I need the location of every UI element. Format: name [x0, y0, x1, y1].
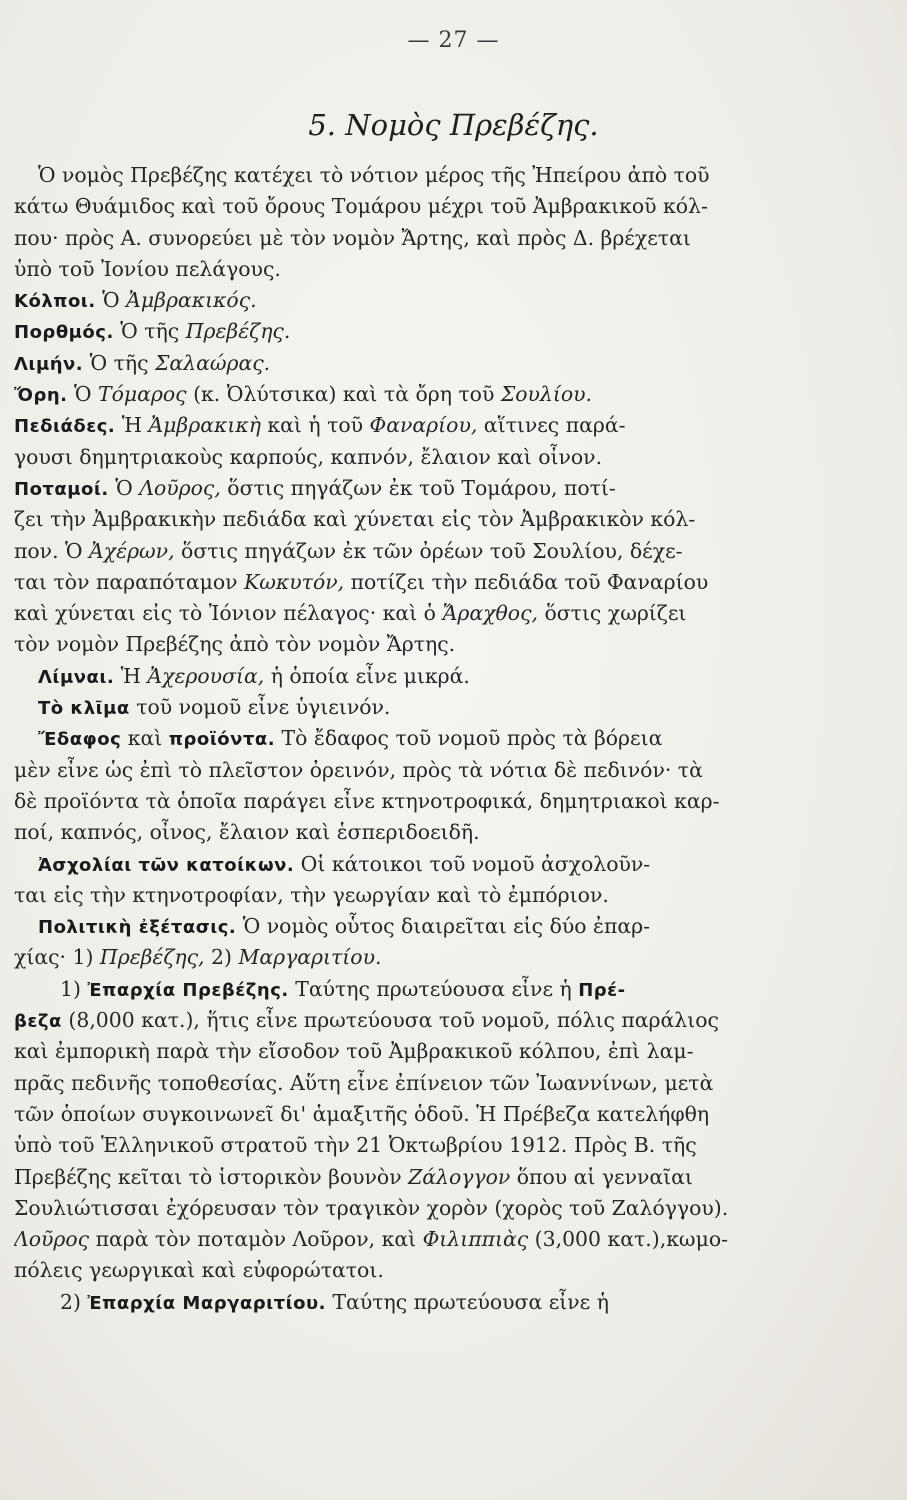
text-line: [14, 661, 894, 692]
italic-text: Φιλιππιὰς: [422, 1227, 529, 1252]
text-line: [14, 1255, 894, 1286]
text-line: [14, 223, 894, 254]
line-text: καὶ ἐμπορικὴ παρὰ τὴν εἴσοδον τοῦ Ἀμβρακικοῦ κόλπου, ἐπὶ λαμ-: [14, 1039, 694, 1064]
bold-heading-text: Ἔδαφος: [38, 729, 122, 751]
bold-heading-text: προϊόντα.: [168, 729, 276, 751]
line-text: γουσι δημητριακοὺς καρπούς, καπνόν, ἔλαιον καὶ οἶνον.: [14, 444, 603, 469]
body-text: [14, 160, 894, 1318]
page-title: 5. Νομὸς Πρεβέζης.: [308, 108, 599, 142]
line-text: ται τὸν παραπόταμον: [14, 569, 245, 594]
line-text: Ὁ: [67, 382, 98, 407]
bold-heading-text: Κόλποι.: [14, 291, 96, 313]
bold-heading-text: Πολιτικὴ ἐξέτασις.: [38, 917, 237, 939]
line-text: Ὁ: [108, 475, 140, 500]
bold-heading-text: Λιμήν.: [14, 353, 84, 375]
line-text: ὅστις χωρίζει: [537, 601, 687, 626]
line-text: Οἱ κάτοικοι τοῦ νομοῦ ἀσχολοῦν-: [294, 851, 651, 876]
line-text: 1): [60, 976, 88, 1001]
text-line: [14, 911, 894, 942]
text-line: [14, 849, 894, 880]
bold-heading-text: Ποταμοί.: [14, 478, 109, 500]
bold-heading-text: Ἐπαρχία Μαργαριτίου.: [87, 1292, 326, 1314]
text-line: [14, 442, 894, 473]
italic-text: Τόμαρος: [98, 382, 187, 407]
bold-heading-text: βεζα: [14, 1011, 62, 1033]
line-text: ποτίζει τὴν πεδιάδα τοῦ Φαναρίου: [344, 569, 709, 594]
line-text: ποί, καπνός, οἶνος, ἔλαιον καὶ ἑσπεριδοειδῆ.: [14, 820, 480, 845]
text-line: [14, 567, 894, 598]
line-text: 2): [60, 1289, 88, 1314]
text-line: [14, 1162, 894, 1193]
italic-text: Ἀμβρακικός.: [126, 288, 257, 313]
line-text: Ταύτης πρωτεύουσα εἶνε ἡ: [325, 1289, 609, 1314]
line-text: ὅστις πηγάζων ἐκ τοῦ Τομάρου, ποτί-: [220, 475, 616, 500]
text-line: [14, 504, 894, 535]
italic-text: Πρεβέζης.: [185, 319, 291, 344]
italic-text: Ἀμβρακικὴ: [148, 413, 261, 438]
text-line: [14, 379, 894, 410]
line-text: χίας· 1): [14, 945, 100, 970]
italic-text: Λοῦρος,: [139, 475, 221, 500]
text-line: [14, 348, 894, 379]
line-text: (3,000 κατ.),κωμο-: [528, 1227, 728, 1252]
italic-text: Σαλαώρας.: [155, 350, 271, 375]
text-line: [14, 473, 894, 504]
line-text: πον. Ὁ: [14, 538, 90, 563]
text-line: [14, 160, 894, 191]
text-line: [14, 629, 894, 660]
line-text: που· πρὸς Α. συνορεύει μὲ τὸν νομὸν Ἄρτης, καὶ πρὸς Δ. βρέχεται: [14, 225, 691, 250]
line-text: (κ. Ὀλύτσικα) καὶ τὰ ὄρη τοῦ: [186, 382, 501, 407]
line-text: τῶν ὁποίων συγκοινωνεῖ δι' ἁμαξιτῆς ὁδοῦ. Ἡ Πρέβεζα κατελήφθη: [14, 1101, 710, 1126]
line-text: Πρεβέζης κεῖται τὸ ἱστορικὸν βουνὸν: [14, 1164, 409, 1189]
line-text: κάτω Θυάμιδος καὶ τοῦ ὄρους Τομάρου μέχρι τοῦ Ἀμβρακικοῦ κόλ-: [14, 194, 708, 219]
text-line: [14, 786, 894, 817]
line-text: μὲν εἶνε ὡς ἐπὶ τὸ πλεῖστον ὀρεινόν, πρὸς τὰ νότια δὲ πεδινόν· τὰ: [14, 757, 703, 782]
line-text: ὅστις πηγάζων ἐκ τῶν ὀρέων τοῦ Σουλίου, δέχε-: [174, 538, 683, 563]
line-text: τὸν νομὸν Πρεβέζης ἀπὸ τὸν νομὸν Ἄρτης.: [14, 632, 456, 657]
text-line: [14, 1193, 894, 1224]
line-text: Ἡ: [115, 413, 149, 438]
italic-text: Ἀχερουσία,: [147, 663, 265, 688]
text-line: [14, 254, 894, 285]
text-line: [14, 1224, 894, 1255]
page-number: — 27 —: [407, 28, 500, 53]
line-text: Ὁ τῆς: [83, 350, 155, 375]
line-text: ὑπὸ τοῦ Ἑλληνικοῦ στρατοῦ τὴν 21 Ὀκτωβρίου 1912. Πρὸς Β. τῆς: [14, 1133, 697, 1158]
line-text: καὶ: [121, 726, 169, 751]
text-line: [14, 1099, 894, 1130]
text-line: [14, 974, 894, 1005]
italic-text: Ἄραχθος,: [442, 601, 538, 626]
line-text: Ὁ τῆς: [113, 319, 186, 344]
text-line: [14, 410, 894, 441]
line-text: καὶ χύνεται εἰς τὸ Ἰόνιον πέλαγος· καὶ ὁ: [14, 601, 443, 626]
bold-heading-text: Λίμναι.: [38, 666, 115, 688]
line-text: Σουλιώτισσαι ἐχόρευσαν τὸν τραγικὸν χορὸν (χορὸς τοῦ Ζαλόγγου).: [14, 1195, 729, 1220]
bold-heading-text: Ὄρη.: [14, 385, 68, 407]
line-text: ἡ ὁποία εἶνε μικρά.: [264, 663, 470, 688]
italic-text: Ἀχέρων,: [89, 538, 175, 563]
line-text: Ἡ: [114, 663, 148, 688]
line-text: Ὁ νομὸς οὗτος διαιρεῖται εἰς δύο ἐπαρ-: [236, 914, 650, 939]
line-text: τοῦ νομοῦ εἶνε ὑγιεινόν.: [129, 695, 391, 720]
bold-heading-text: Πρέ-: [578, 979, 626, 1001]
line-text: ζει τὴν Ἀμβρακικὴν πεδιάδα καὶ χύνεται εἰς τὸν Ἀμβρακικὸν κόλ-: [14, 507, 696, 532]
line-text: Τὸ ἔδαφος τοῦ νομοῦ πρὸς τὰ βόρεια: [275, 726, 663, 751]
italic-text: Ζάλογγον: [408, 1164, 511, 1189]
line-text: αἵτινες παρά-: [477, 413, 626, 438]
text-line: [14, 755, 894, 786]
italic-text: Μαργαριτίου.: [238, 945, 382, 970]
italic-text: Φαναρίου,: [369, 413, 478, 438]
line-text: πόλεις γεωργικαὶ καὶ εὐφορώτατοι.: [14, 1258, 384, 1283]
bold-heading-text: Ἀσχολίαι τῶν κατοίκων.: [38, 854, 295, 876]
line-text: ὑπὸ τοῦ Ἰονίου πελάγους.: [14, 256, 281, 281]
text-line: [14, 285, 894, 316]
bold-heading-text: Ἐπαρχία Πρεβέζης.: [87, 979, 289, 1001]
text-line: [14, 817, 894, 848]
bold-heading-text: Πορθμός.: [14, 322, 114, 344]
line-text: ὅπου αἱ γενναῖαι: [510, 1164, 693, 1189]
text-line: [14, 692, 894, 723]
text-line: [14, 1036, 894, 1067]
italic-text: Σουλίου.: [500, 382, 593, 407]
bold-heading-text: Πεδιάδες.: [14, 416, 116, 438]
italic-text: Κωκυτόν,: [244, 569, 345, 594]
text-line: [14, 723, 894, 754]
text-line: [14, 191, 894, 222]
page-bottom-edge: [0, 1482, 907, 1500]
line-text: πρᾶς πεδινῆς τοποθεσίας. Αὕτη εἶνε ἐπίνειον τῶν Ἰωαννίνων, μετὰ: [14, 1070, 714, 1095]
line-text: Ὁ νομὸς Πρεβέζης κατέχει τὸ νότιον μέρος τῆς Ἠπείρου ἀπὸ τοῦ: [38, 163, 710, 187]
text-line: [14, 1287, 894, 1318]
line-text: καὶ ἡ τοῦ: [260, 413, 370, 438]
line-text: 2): [204, 945, 239, 970]
line-text: παρὰ τὸν ποταμὸν Λοῦρον, καὶ: [89, 1227, 423, 1252]
line-text: Ὁ: [95, 288, 127, 313]
italic-text: Λοῦρος: [14, 1227, 90, 1252]
text-line: [14, 536, 894, 567]
text-line: [14, 942, 894, 973]
text-line: [14, 880, 894, 911]
bold-heading-text: Τὸ κλῖμα: [38, 698, 130, 720]
text-line: [14, 1005, 894, 1036]
line-text: ται εἰς τὴν κτηνοτροφίαν, τὴν γεωργίαν καὶ τὸ ἐμπόριον.: [14, 882, 609, 907]
line-text: Ταύτης πρωτεύουσα εἶνε ἡ: [288, 976, 579, 1001]
italic-text: Πρεβέζης,: [99, 945, 205, 970]
text-line: [14, 1068, 894, 1099]
text-line: [14, 1130, 894, 1161]
line-text: δὲ προϊόντα τὰ ὁποῖα παράγει εἶνε κτηνοτροφικά, δημητριακοὶ καρ-: [14, 788, 720, 813]
line-text: (8,000 κατ.), ἥτις εἶνε πρωτεύουσα τοῦ νομοῦ, πόλις παράλιος: [61, 1008, 719, 1033]
text-line: [14, 598, 894, 629]
text-line: [14, 316, 894, 347]
